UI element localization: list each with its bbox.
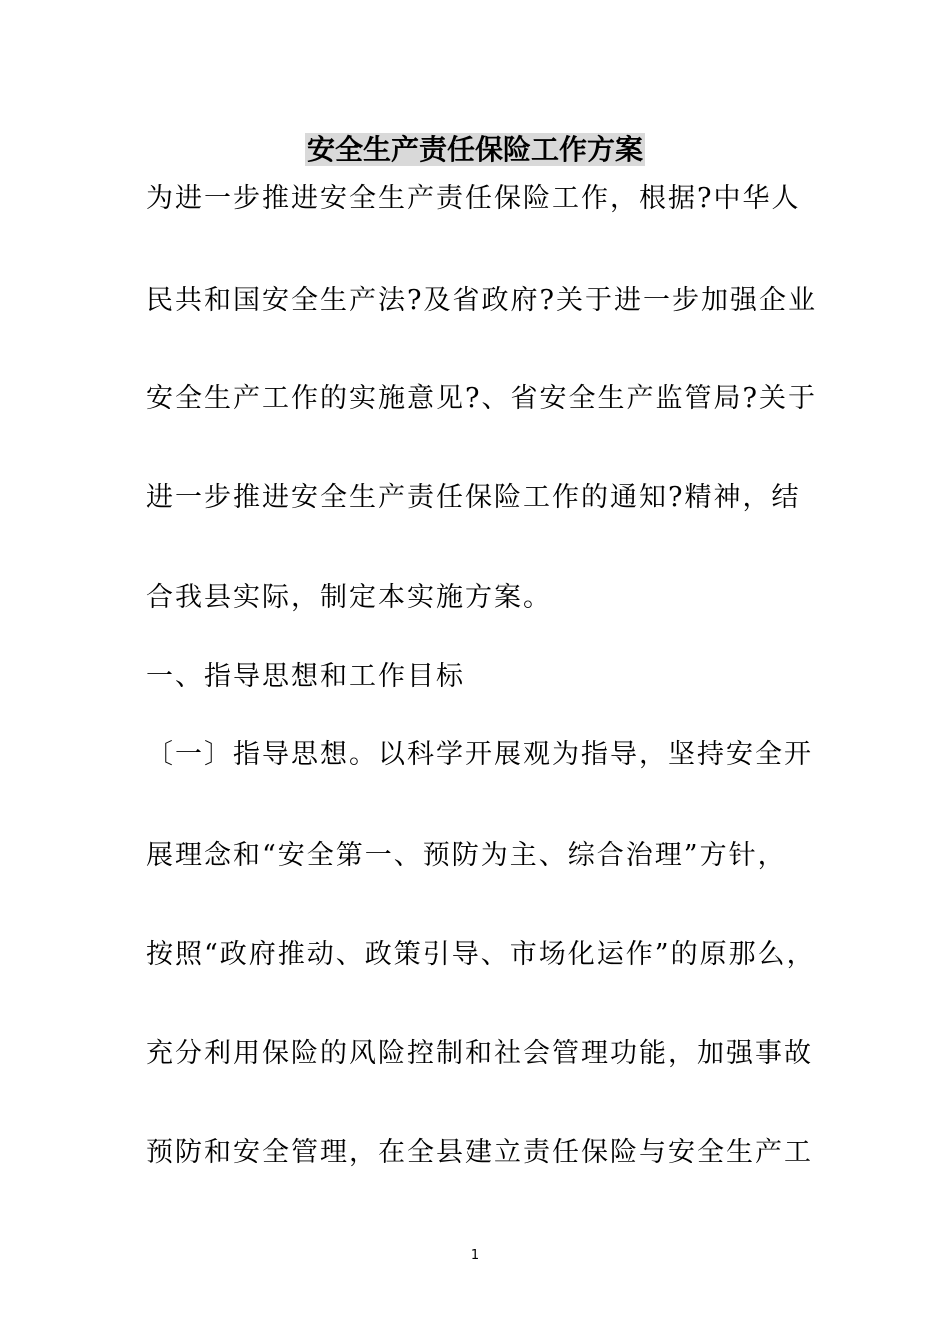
section-heading: 一、指导思想和工作目标	[146, 661, 465, 692]
paragraph-line: 〔一〕指导思想。以科学开展观为指导，坚持安全开	[146, 739, 813, 770]
paragraph-line: 安全生产工作的实施意见?、省安全生产监管局?关于	[146, 383, 817, 414]
paragraph-line: 进一步推进安全生产责任保险工作的通知?精神，结	[146, 482, 801, 513]
paragraph-line: 预防和安全管理，在全县建立责任保险与安全生产工	[146, 1137, 813, 1168]
document-title-text: 安全生产责任保险工作方案	[306, 133, 643, 166]
paragraph-line: 充分利用保险的风险控制和社会管理功能，加强事故	[146, 1038, 813, 1069]
paragraph-line: 民共和国安全生产法?及省政府?关于进一步加强企业	[146, 285, 817, 316]
paragraph-line: 为进一步推进安全生产责任保险工作，根据?中华人	[146, 183, 801, 214]
document-title	[0, 132, 950, 168]
paragraph-line: 展理念和“安全第一、预防为主、综合治理”方针，	[146, 840, 787, 871]
paragraph-line: 按照“政府推动、政策引导、市场化运作”的原那么，	[146, 939, 816, 970]
page-number: 1	[470, 1248, 480, 1263]
paragraph-line: 合我县实际，制定本实施方案。	[146, 582, 552, 613]
